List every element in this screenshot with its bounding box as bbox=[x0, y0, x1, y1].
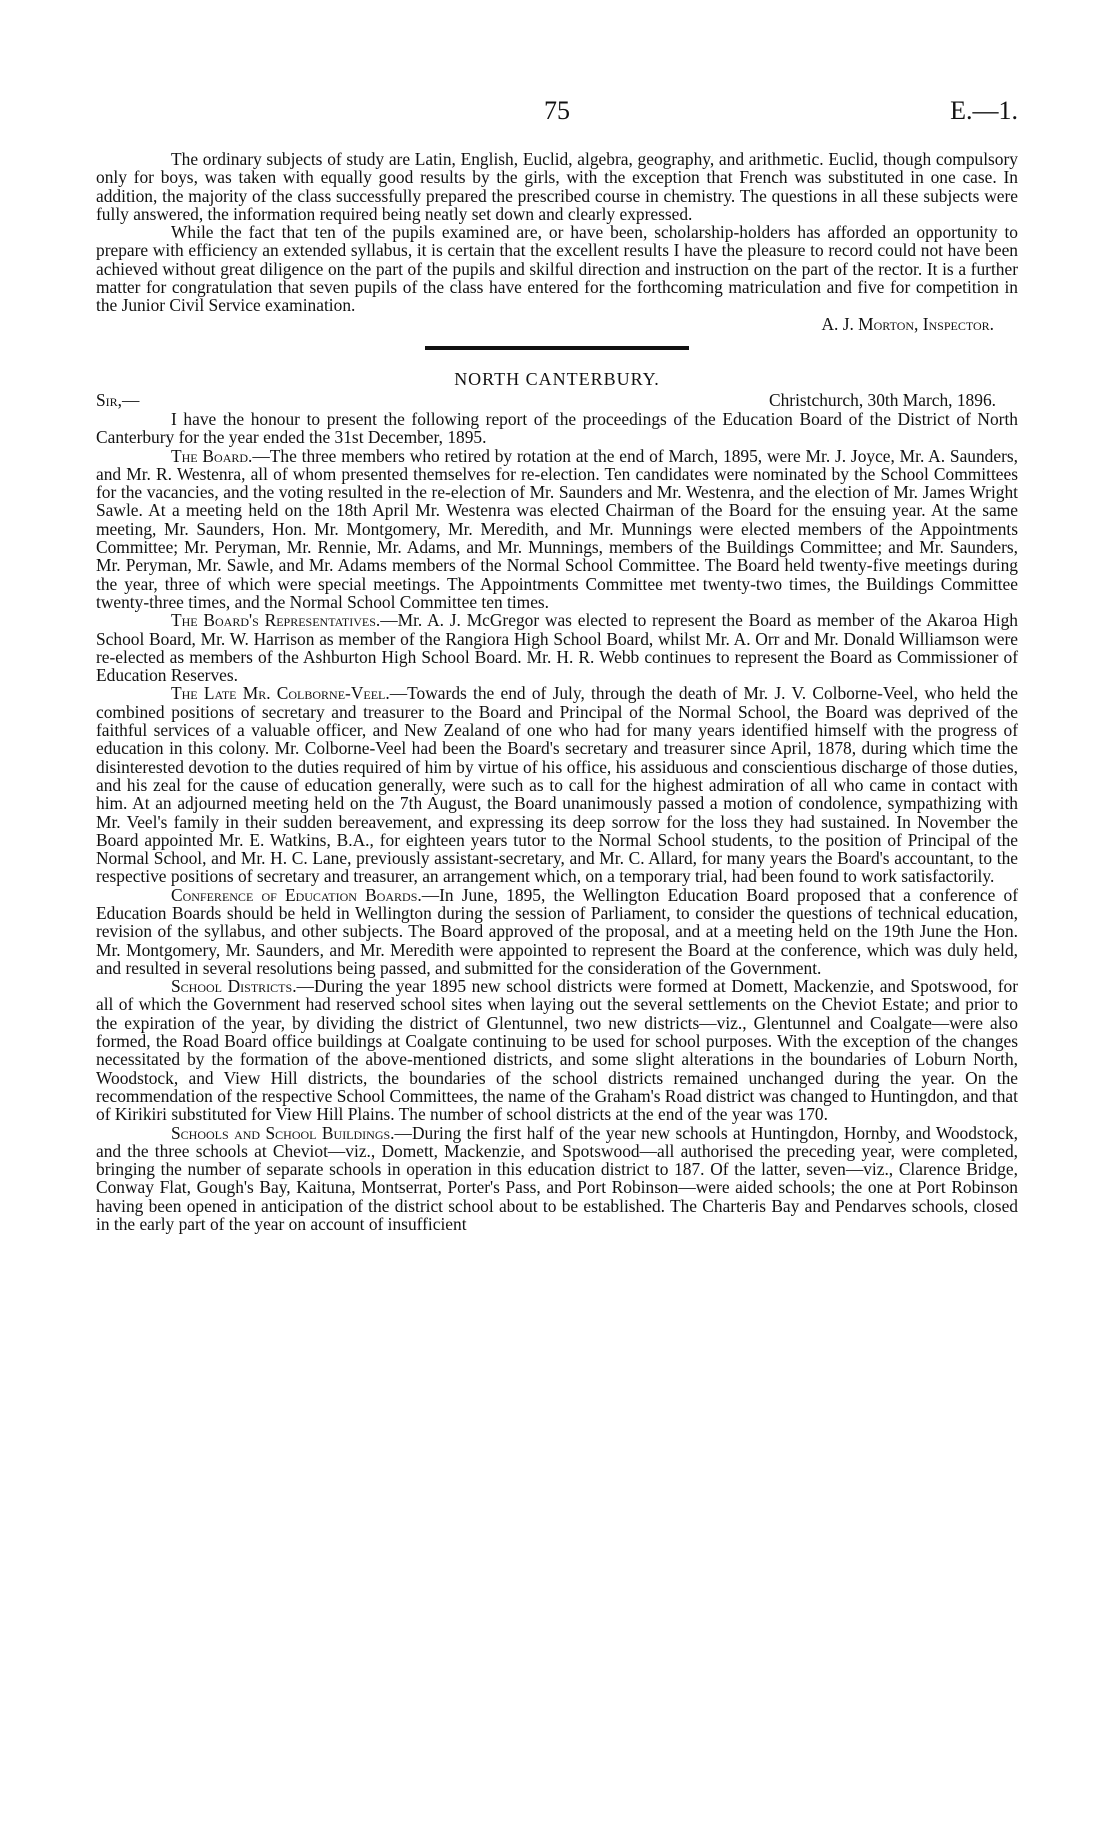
paragraph-colborne-veel bbox=[96, 684, 1018, 885]
opening-paragraph: I have the honour to present the following report of the proceedings of the Education Board of the District of North Canterbury for the year ended the 31st December, 1895. bbox=[96, 408, 1018, 448]
paragraph-conference bbox=[96, 886, 1018, 977]
inspector-signature: A. J. Morton, Inspector. bbox=[821, 313, 994, 334]
intro-paragraph-1: The ordinary subjects of study are Latin, English, Euclid, algebra, geography, and arithmetic. Euclid, though compulsory only for boys, was taken with equally good results by the girls, with the exception that French was substituted in one case. In addition, the majority of the class successfully prepared the prescribed course in chemistry. The questions in all these subjects were fully answered, the information required being neatly set down and clearly expressed. bbox=[96, 149, 1018, 224]
paragraph-the-board bbox=[96, 447, 1018, 612]
paragraph-body: —Towards the end of July, through the death of Mr. J. V. Colborne-Veel, who held the combined positions of secretary and treasurer to the Board and Principal of the Normal School, the Board was deprived of the faithful services of a valuable officer, and New Zealand of one who had for many years identified himself with the progress of education in this colony. Mr. Colborne-Veel had been the Board's secretary and treasurer since April, 1878, during which time the disinterested devotion to the duties required of him by virtue of his office, his assiduous and conscientious discharge of those duties, and his zeal for the cause of education generally, were such as to call for the highest admiration of all who came in contact with him. At an adjourned meeting held on the 7th August, the Board unanimously passed a motion of condolence, sympathizing with Mr. Veel's family in their sudden bereavement, and expressing its deep sorrow for the loss they had sustained. In November the Board appointed Mr. E. Watkins, B.A., for eighteen years tutor to the Normal School students, to the position of Principal of the Normal School, and Mr. H. C. Lane, previously assistant-secretary, and Mr. C. Allard, for many years the Board's accountant, to the respective positions of secretary and treasurer, an arrangement which, on a temporary trial, had been found to work satisfactorily. bbox=[96, 683, 1018, 887]
paragraph-body: —In June, 1895, the Wellington Education Board proposed that a conference of Education Boards should be held in Wellington during the session of Parliament, to consider the questions of technical education, revision of the syllabus, and other subjects. The Board approved of the proposal, and at a meeting held on the 19th June the Hon. Mr. Montgomery, Mr. Saunders, and Mr. Meredith were appointed to represent the Board at the conference, which was duly held, and resulted in several resolutions being passed, and submitted for the consideration of the Government. bbox=[96, 884, 1019, 978]
paragraph-heading: Conference of Education Boards. bbox=[171, 884, 422, 905]
section-divider bbox=[425, 346, 689, 350]
paragraph-body: —During the first half of the year new schools at Huntingdon, Hornby, and Woodstock, and the three schools at Cheviot—viz., Domett, Mackenzie, and Spotswood—all authorised the preceding year, were completed, bringing the number of separate schools in operation in this education district to 187. Of the latter, seven—viz., Clarence Bridge, Conway Flat, Gough's Bay, Kaituna, Montserrat, Porter's Pass, and Port Robinson—were aided schools; the one at Port Robinson having been opened in anticipation of the district school about to be established. The Charteris Bay and Pendarves schools, closed in the early part of the year on account of insufficient bbox=[96, 1122, 1018, 1235]
section-title: NORTH CANTERBURY. bbox=[454, 368, 660, 389]
header-gap bbox=[96, 130, 1018, 150]
paragraph-body: —Mr. A. J. McGregor was elected to represent the Board as member of the Akaroa High School Board, Mr. W. Harrison as member of the Rangiora High School Board, whilst Mr. A. Orr and Mr. Donald Williamson were re-elected as members of the Ashburton High School Board. Mr. H. R. Webb continues to represent the Board as Commissioner of Education Reserves. bbox=[96, 610, 1018, 686]
paragraph-heading: The Board's Representatives. bbox=[171, 610, 381, 631]
intro-text bbox=[96, 150, 1018, 333]
salutation: Sir,— bbox=[96, 389, 140, 410]
paragraph-heading: The Board. bbox=[171, 445, 253, 466]
page-header bbox=[96, 96, 1018, 130]
salutation-row bbox=[96, 391, 1018, 410]
paragraph-body: —The three members who retired by rotation at the end of March, 1895, were Mr. J. Joyce, Mr. A. Saunders, and Mr. R. Westenra, all of whom presented themselves for re-election. Ten candidates were nominated by the School Committees for the vacancies, and the voting resulted in the re-election of Mr. Saunders and Mr. Westenra, and the election of Mr. James Wright Sawle. At a meeting held on the 18th April Mr. Westenra was elected Chairman of the Board for the ensuing year. At the same meeting, Mr. Saunders, Hon. Mr. Montgomery, Mr. Meredith, and Mr. Munnings were elected members of the Appointments Committee; Mr. Peryman, Mr. Rennie, Mr. Adams, and Mr. Munnings, members of the Buildings Committee; and Mr. Saunders, Mr. Peryman, Mr. Sawle, and Mr. Adams members of the Normal School Committee. The Board held twenty-five meetings during the year, three of which were special meetings. The Appointments Committee met twenty-two times, the Buildings Committee twenty-three times, and the Normal School Committee ten times. bbox=[96, 445, 1019, 612]
intro-paragraph-2: While the fact that ten of the pupils examined are, or have been, scholarship-holders has afforded an opportunity to prepare with efficiency an extended syllabus, it is certain that the excellent results I have the pleasure to record could not have been achieved without great diligence on the part of the pupils and skilful direction and instruction on the part of the rector. It is a further matter for congratulation that seven pupils of the class have entered for the forthcoming matriculation and five for competition in the Junior Civil Service examination. bbox=[96, 222, 1018, 316]
paragraph-heading: The Late Mr. Colborne-Veel. bbox=[171, 683, 390, 704]
report-text bbox=[96, 391, 1018, 1233]
document-reference: E.—1. bbox=[950, 96, 1018, 125]
page-number: 75 bbox=[544, 96, 570, 125]
paragraph-body: —During the year 1895 new school districts were formed at Domett, Mackenzie, and Spotswood, for all of which the Government had reserved school sites when laying out the several settlements on the Cheviot Estate; and prior to the expiration of the year, by dividing the district of Glentunnel, two new districts—viz., Glentunnel and Coalgate—were also formed, the Road Board office buildings at Coalgate continuing to be used for school purposes. With the exception of the changes necessitated by the formation of the above-mentioned districts, and some slight alterations in the boundaries of Loburn North, Woodstock, and View Hill districts, the boundaries of the school districts remained unchanged during the year. On the recommendation of the respective School Committees, the name of the Graham's Road district was changed to Huntingdon, and that of Kirikiri substituted for View Hill Plains. The number of school districts at the end of the year was 170. bbox=[96, 976, 1018, 1125]
date-line: Christchurch, 30th March, 1896. bbox=[768, 389, 996, 410]
paragraph-heading: Schools and School Buildings. bbox=[171, 1122, 395, 1143]
paragraph-representatives bbox=[96, 611, 1018, 684]
paragraph-schools-buildings bbox=[96, 1124, 1018, 1234]
paragraph-heading: School Districts. bbox=[171, 976, 297, 997]
paragraph-school-districts bbox=[96, 977, 1018, 1123]
